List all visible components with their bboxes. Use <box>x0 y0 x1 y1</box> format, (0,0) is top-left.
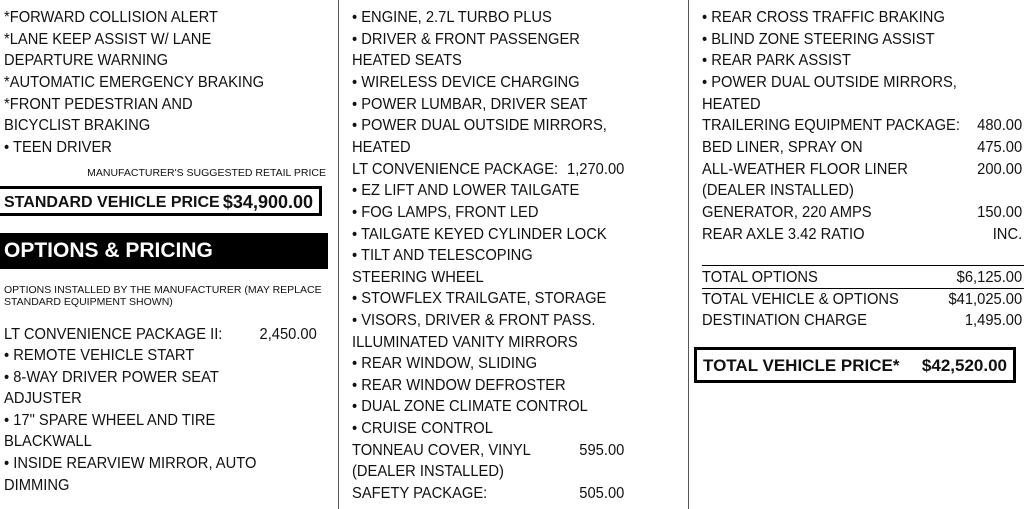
package-line: STEERING WHEEL <box>352 269 484 286</box>
standard-price-box <box>0 186 322 216</box>
tonneau-row <box>352 440 624 462</box>
option-price: INC. <box>992 226 1023 243</box>
feature-line: • BLIND ZONE STEERING ASSIST <box>702 31 935 48</box>
package-line: ILLUMINATED VANITY MIRRORS <box>352 334 578 351</box>
package-line: • TILT AND TELESCOPING <box>352 247 533 264</box>
feature-line: • WIRELESS DEVICE CHARGING <box>352 74 580 91</box>
feature-line: • TEEN DRIVER <box>4 139 112 156</box>
feature-line: DEPARTURE WARNING <box>4 52 169 69</box>
options-note: STANDARD EQUIPMENT SHOWN) <box>4 296 173 308</box>
option-row <box>702 159 1022 181</box>
option-label: REAR AXLE 3.42 RATIO <box>702 226 865 243</box>
feature-line: • POWER DUAL OUTSIDE MIRRORS, <box>352 117 607 134</box>
package-line: • TAILGATE KEYED CYLINDER LOCK <box>352 226 607 243</box>
standard-price-value: $34,900.00 <box>222 192 313 212</box>
feature-line: HEATED <box>702 96 761 113</box>
option-row <box>702 137 1022 159</box>
total-price: $6,125.00 <box>956 269 1023 286</box>
standard-price-label: STANDARD VEHICLE PRICE <box>4 194 220 211</box>
option-label: ALL-WEATHER FLOOR LINER <box>702 161 908 178</box>
package-price: 1,270.00 <box>567 161 625 178</box>
package-row <box>352 159 624 181</box>
feature-line: *FRONT PEDESTRIAN AND <box>4 96 193 113</box>
total-price: $41,025.00 <box>948 291 1023 308</box>
feature-line: HEATED SEATS <box>352 52 462 69</box>
package-row <box>4 324 317 346</box>
feature-line: BICYCLIST BRAKING <box>4 117 151 134</box>
feature-line: *FORWARD COLLISION ALERT <box>4 9 219 26</box>
package-line: • FOG LAMPS, FRONT LED <box>352 204 539 221</box>
column-1 <box>0 0 336 509</box>
total-row <box>702 267 1022 289</box>
total-row <box>702 289 1022 311</box>
safety-row <box>352 483 624 505</box>
options-note: OPTIONS INSTALLED BY THE MANUFACTURER (MAY REPLACE <box>4 284 322 296</box>
feature-line: HEATED <box>352 139 411 156</box>
package-line: BLACKWALL <box>4 433 92 450</box>
feature-line: • POWER LUMBAR, DRIVER SEAT <box>352 96 588 113</box>
option-row <box>702 224 1022 246</box>
package-line: • REAR WINDOW, SLIDING <box>352 355 538 372</box>
option-label: (DEALER INSTALLED) <box>702 182 854 199</box>
feature-line: • REAR PARK ASSIST <box>702 52 851 69</box>
package-line: • 17" SPARE WHEEL AND TIRE <box>4 412 216 429</box>
column-divider <box>338 0 339 509</box>
options-pricing-header: OPTIONS & PRICING <box>0 233 328 269</box>
total-vehicle-price-label: TOTAL VEHICLE PRICE* <box>703 356 900 375</box>
feature-line: • REAR CROSS TRAFFIC BRAKING <box>702 9 945 26</box>
msrp-label: MANUFACTURER'S SUGGESTED RETAIL PRICE <box>87 167 326 179</box>
package-line: ADJUSTER <box>4 390 82 407</box>
package-line: • INSIDE REARVIEW MIRROR, AUTO <box>4 455 257 472</box>
package-line: • VISORS, DRIVER & FRONT PASS. <box>352 312 596 329</box>
package-line: • CRUISE CONTROL <box>352 420 493 437</box>
feature-line: • POWER DUAL OUTSIDE MIRRORS, <box>702 74 957 91</box>
option-price: 150.00 <box>977 204 1023 221</box>
package-label: LT CONVENIENCE PACKAGE II: <box>4 326 223 343</box>
total-vehicle-price-box <box>694 347 1016 383</box>
feature-line: *AUTOMATIC EMERGENCY BRAKING <box>4 74 265 91</box>
column-3 <box>690 0 1024 509</box>
safety-price: 505.00 <box>579 485 625 502</box>
safety-label: SAFETY PACKAGE: <box>352 485 488 502</box>
package-line: • REAR WINDOW DEFROSTER <box>352 377 566 394</box>
option-label: GENERATOR, 220 AMPS <box>702 204 872 221</box>
package-line: • STOWFLEX TRAILGATE, STORAGE <box>352 290 607 307</box>
column-2 <box>341 0 686 509</box>
package-line: • REMOTE VEHICLE START <box>4 347 195 364</box>
total-price: 1,495.00 <box>964 312 1023 329</box>
total-label: TOTAL OPTIONS <box>702 269 818 286</box>
package-line: • EZ LIFT AND LOWER TAILGATE <box>352 182 580 199</box>
option-row <box>702 202 1022 224</box>
feature-line: *LANE KEEP ASSIST W/ LANE <box>4 31 212 48</box>
option-price: 200.00 <box>977 161 1023 178</box>
tonneau-note: (DEALER INSTALLED) <box>352 463 504 480</box>
package-label: LT CONVENIENCE PACKAGE: <box>352 161 559 178</box>
package-price: 2,450.00 <box>259 326 317 343</box>
option-label: TRAILERING EQUIPMENT PACKAGE: <box>702 117 960 134</box>
package-line: DIMMING <box>4 477 70 494</box>
column-divider <box>688 0 689 509</box>
option-price: 475.00 <box>977 139 1023 156</box>
tonneau-label: TONNEAU COVER, VINYL <box>352 442 531 459</box>
total-row <box>702 310 1022 332</box>
total-label: TOTAL VEHICLE & OPTIONS <box>702 291 899 308</box>
feature-line: • DRIVER & FRONT PASSENGER <box>352 31 580 48</box>
package-line: • DUAL ZONE CLIMATE CONTROL <box>352 398 588 415</box>
totals-rule <box>702 265 1024 266</box>
package-line: • 8-WAY DRIVER POWER SEAT <box>4 369 219 386</box>
option-price: 480.00 <box>977 117 1023 134</box>
option-row <box>702 115 1022 137</box>
option-label: BED LINER, SPRAY ON <box>702 139 863 156</box>
total-label: DESTINATION CHARGE <box>702 312 867 329</box>
feature-line: • ENGINE, 2.7L TURBO PLUS <box>352 9 552 26</box>
tonneau-price: 595.00 <box>579 442 625 459</box>
option-row <box>702 180 1022 202</box>
total-vehicle-price-value: $42,520.00 <box>921 356 1007 375</box>
